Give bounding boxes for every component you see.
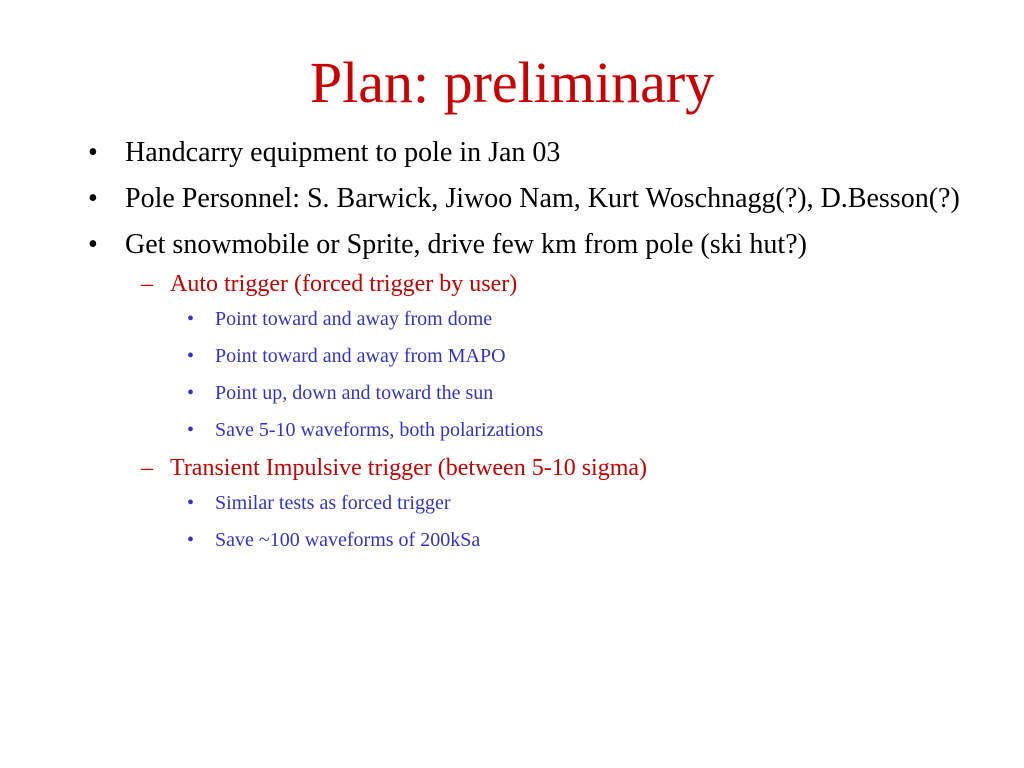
sub-sub-bullet-item [84,527,964,553]
sub-sub-bullet-text: Point toward and away from dome [215,308,493,330]
sub-sub-bullet-item [84,417,964,443]
sub-sub-bullet-text: Similar tests as forced trigger [215,492,451,514]
sub-bullet-item [84,454,964,482]
sub-bullet-text: Transient Impulsive trigger (between 5-10 sigma) [170,455,648,481]
sub-sub-bullet-text: Save ~100 waveforms of 200kSa [215,529,481,551]
bullet-glyph: • [187,345,195,367]
sub-sub-bullet-item [84,490,964,516]
dash-glyph: – [141,455,153,481]
dash-glyph: – [141,271,153,297]
bullet-text: Get snowmobile or Sprite, drive few km from pole (ski hut?) [125,229,807,260]
sub-sub-bullet-item [84,380,964,406]
sub-sub-bullet-item [84,343,964,369]
sub-bullet-text: Auto trigger (forced trigger by user) [170,271,518,297]
slide-title: Plan: preliminary [309,50,715,115]
bullet-glyph: • [88,137,98,168]
slide-content [84,136,964,564]
sub-sub-bullet-text: Point toward and away from MAPO [215,345,506,367]
bullet-glyph: • [187,492,195,514]
bullet-glyph: • [187,529,195,551]
bullet-text: Handcarry equipment to pole in Jan 03 [125,137,561,168]
sub-sub-bullet-item [84,306,964,332]
bullet-item [84,228,964,261]
bullet-glyph: • [187,419,195,441]
bullet-text: Pole Personnel: S. Barwick, Jiwoo Nam, Kurt Woschnagg(?), D.Besson(?) [125,183,960,214]
bullet-glyph: • [187,382,195,404]
sub-sub-bullet-text: Save 5-10 waveforms, both polarizations [215,419,544,441]
bullet-glyph: • [88,229,98,260]
bullet-item [84,182,964,215]
bullet-item [84,136,964,169]
bullet-glyph: • [88,183,98,214]
bullet-glyph: • [187,308,195,330]
sub-sub-bullet-text: Point up, down and toward the sun [215,382,494,404]
sub-bullet-item [84,270,964,298]
